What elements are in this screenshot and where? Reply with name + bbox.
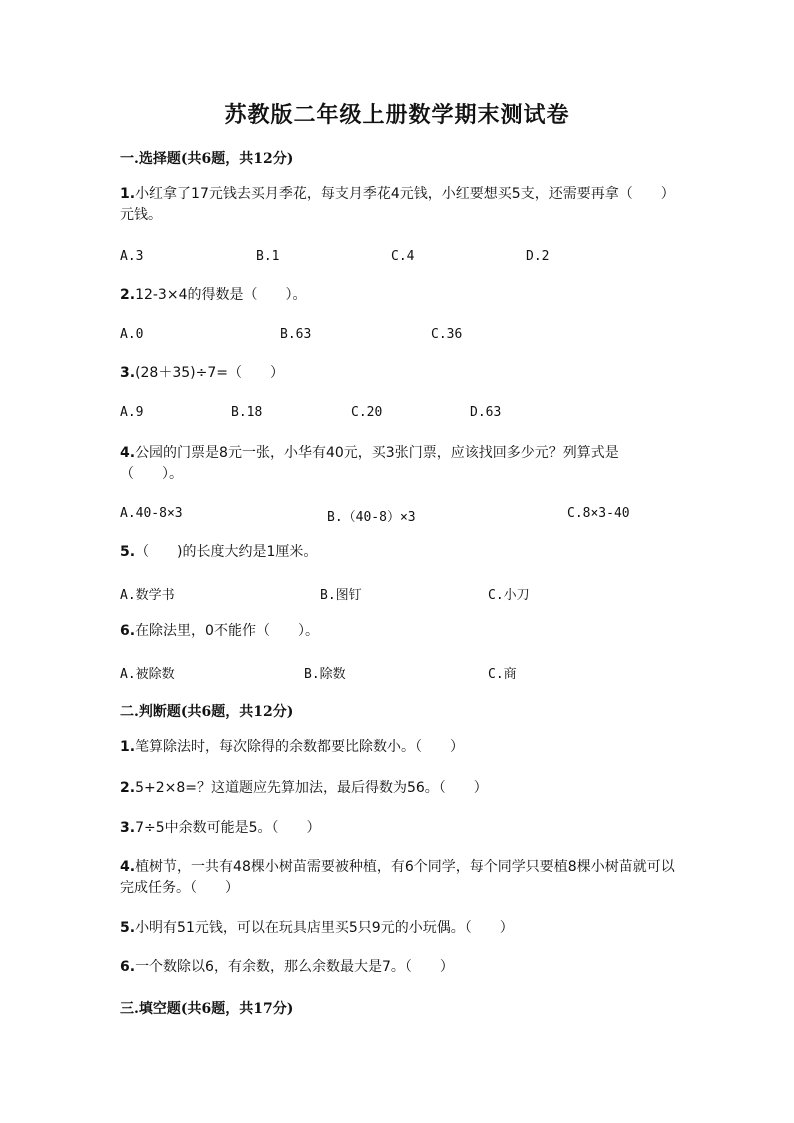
option-c[interactable]: C.36 bbox=[431, 327, 463, 342]
option-c[interactable]: C.商 bbox=[488, 667, 517, 682]
question-number: 4. bbox=[120, 445, 136, 461]
question-text: 5+2×8=？这道题应先算加法，最后得数为56。（ ） bbox=[135, 780, 488, 796]
question-number: 6. bbox=[120, 623, 136, 639]
question-text: 小明有51元钱，可以在玩具店里买5只9元的小玩偶。（ ） bbox=[135, 920, 514, 936]
option-d[interactable]: D.63 bbox=[470, 405, 502, 420]
question-text: 在除法里，0不能作（ ）。 bbox=[135, 623, 319, 639]
judge-question-3 bbox=[120, 818, 680, 839]
choice-question-1 bbox=[120, 184, 680, 226]
question-text: (28＋35)÷7=（ ） bbox=[135, 365, 284, 381]
choice-options-3 bbox=[120, 405, 720, 425]
option-b[interactable]: B.（40-8）×3 bbox=[327, 510, 416, 525]
choice-options-2 bbox=[120, 327, 720, 347]
choice-question-6 bbox=[120, 621, 680, 642]
judge-question-1 bbox=[120, 737, 680, 758]
choice-options-1 bbox=[120, 249, 720, 269]
option-d[interactable]: D.2 bbox=[526, 249, 550, 264]
choice-options-4 bbox=[120, 506, 720, 526]
option-a[interactable]: A.3 bbox=[120, 249, 144, 264]
question-number: 5. bbox=[120, 920, 136, 936]
option-a[interactable]: A.0 bbox=[120, 327, 144, 342]
option-c[interactable]: C.小刀 bbox=[488, 588, 530, 603]
question-text: 一个数除以6，有余数，那么余数最大是7。（ ） bbox=[135, 959, 454, 975]
option-a[interactable]: A.被除数 bbox=[120, 667, 175, 682]
choice-options-6 bbox=[120, 663, 720, 683]
choice-options-5 bbox=[120, 584, 720, 604]
question-text: 7÷5中余数可能是5。（ ） bbox=[135, 820, 321, 836]
choice-question-5 bbox=[120, 542, 680, 563]
question-number: 2. bbox=[120, 287, 136, 303]
page-title: 苏教版二年级上册数学期末测试卷 bbox=[224, 102, 570, 128]
choice-question-2 bbox=[120, 285, 680, 306]
judge-question-6 bbox=[120, 957, 680, 978]
option-b[interactable]: B.63 bbox=[280, 327, 312, 342]
option-a[interactable]: A.40-8×3 bbox=[120, 506, 183, 521]
question-text: 公园的门票是8元一张，小华有40元，买3张门票，应该找回多少元？列算式是（ ）。 bbox=[120, 445, 619, 482]
choice-question-4 bbox=[120, 443, 680, 485]
judge-question-4 bbox=[120, 857, 680, 899]
option-b[interactable]: B.除数 bbox=[304, 667, 346, 682]
question-text: 植树节，一共有48棵小树苗需要被种植，有6个同学，每个同学只要植8棵小树苗就可以完成任务。（ ） bbox=[120, 859, 675, 896]
question-number: 6. bbox=[120, 959, 136, 975]
judge-question-5 bbox=[120, 918, 680, 939]
question-number: 1. bbox=[120, 739, 136, 755]
option-a[interactable]: A.数学书 bbox=[120, 588, 175, 603]
option-a[interactable]: A.9 bbox=[120, 405, 144, 420]
question-number: 5. bbox=[120, 544, 136, 560]
question-number: 2. bbox=[120, 780, 136, 796]
option-b[interactable]: B.图钉 bbox=[320, 588, 362, 603]
section-heading-judge: 二.判断题(共6题，共12分) bbox=[120, 704, 294, 720]
question-text: （ )的长度大约是1厘米。 bbox=[135, 544, 318, 560]
section-heading-choice: 一.选择题(共6题，共12分) bbox=[120, 151, 294, 167]
judge-question-2 bbox=[120, 778, 680, 799]
choice-question-3 bbox=[120, 363, 680, 384]
question-text: 12-3×4的得数是（ ）。 bbox=[135, 287, 307, 303]
option-c[interactable]: C.20 bbox=[351, 405, 383, 420]
option-c[interactable]: C.4 bbox=[391, 249, 415, 264]
option-b[interactable]: B.18 bbox=[231, 405, 263, 420]
question-text: 小红拿了17元钱去买月季花，每支月季花4元钱，小红要想买5支，还需要再拿（ ）元钱。 bbox=[120, 186, 675, 223]
question-number: 1. bbox=[120, 186, 136, 202]
option-c[interactable]: C.8×3-40 bbox=[567, 506, 630, 521]
question-number: 4. bbox=[120, 859, 136, 875]
option-b[interactable]: B.1 bbox=[256, 249, 280, 264]
question-number: 3. bbox=[120, 365, 136, 381]
question-text: 笔算除法时，每次除得的余数都要比除数小。（ ） bbox=[135, 739, 465, 755]
question-number: 3. bbox=[120, 820, 136, 836]
section-heading-fill: 三.填空题(共6题，共17分) bbox=[120, 1001, 294, 1017]
